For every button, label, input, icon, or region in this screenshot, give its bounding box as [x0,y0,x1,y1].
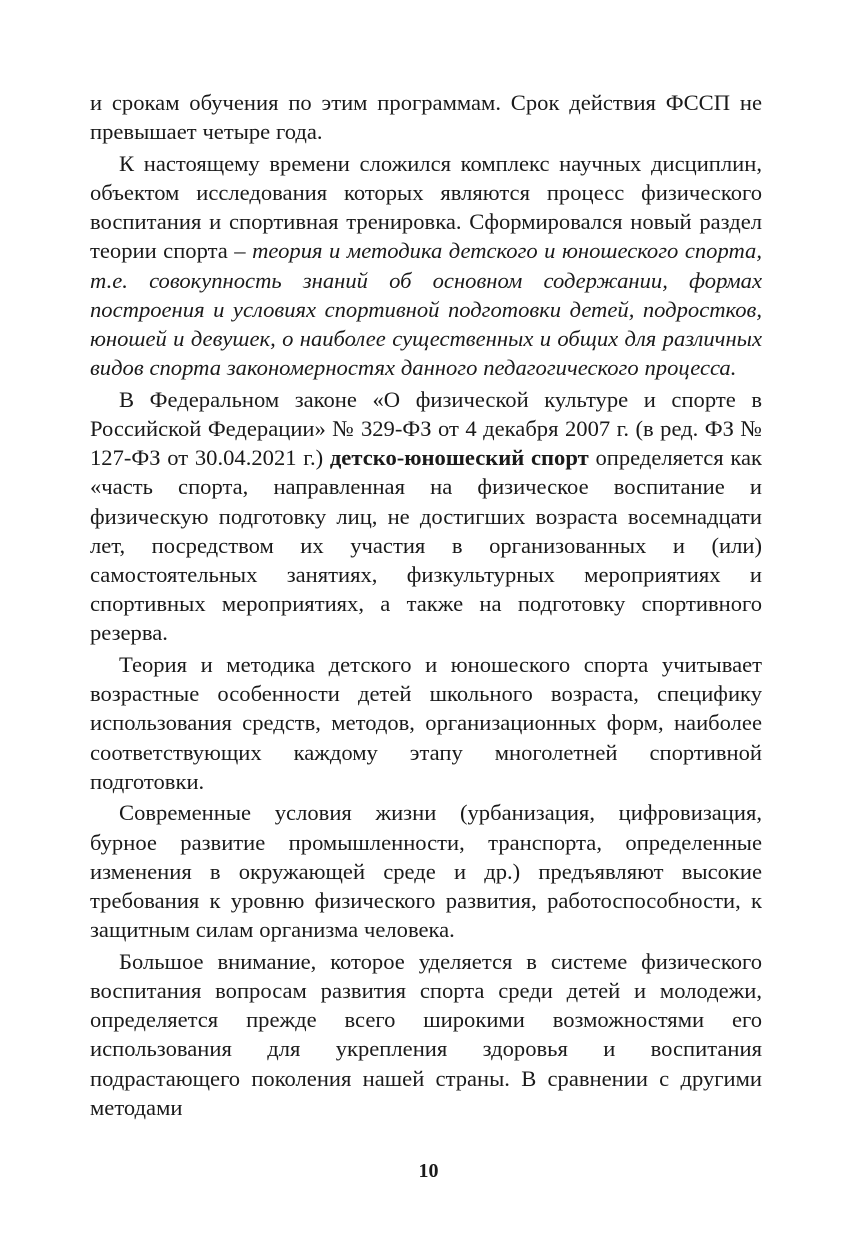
page-number: 10 [418,1160,439,1182]
italic-definition: теория и методика детского и юношеского спорта, т.е. совокупность знаний об основном содержании, формах построения и условиях спортивной подготовки детей, подростков, юношей и девушек, о наиболее существенных и общих для различных видов спорта закономерностях данного педагогического процесса. [90,238,762,381]
paragraph-text: Современные условия жизни (урбанизация, цифровизация, бурное развитие промышленности, транспорта, определенные изменения в окружающей среде и др.) предъявляют высокие требования к уровню физического развития, работоспособности, к защитным силам организма человека. [90,800,762,943]
paragraph-text: Теория и методика детского и юношеского спорта учитывает возрастные особенности детей школьного возраста, специфику использования средств, методов, организационных форм, наиболее соответствующих каждому этапу многолетней спортивной подготовки. [90,652,762,794]
paragraph-federal-law [90,385,762,648]
paragraph-attention [90,947,762,1122]
paragraph-methodology [90,650,762,796]
body-text [90,88,762,1124]
paragraph-continuation [90,88,762,146]
paragraph-text: определяется как «часть спорта, направленная на физическое воспитание и физическую подготовку лиц, не достигших возраста восемнадцати лет, посредством их участия в организованных и (или) самостоятельных занятиях, физкультурных мероприятиях и спортивных мероприятиях, а также на подготовку спортивного резерва. [90,445,762,646]
paragraph-text: К настоящему времени сложился комплекс научных дисциплин, объектом исследования которых являются процесс физического воспитания и спортивная тренировка. Сформировался новый раздел теории спорта – [90,150,762,264]
paragraph-modern-conditions [90,798,762,944]
paragraph-text: Большое внимание, которое уделяется в системе физического воспитания вопросам развития спорта среди детей и молодежи, определяется прежде всего широкими возможностями его использования для укрепления здоровья и воспитания подрастающего поколения нашей страны. В сравнении с другими методами [90,948,762,1120]
paragraph-theory-definition [90,149,762,383]
paragraph-text: и срокам обучения по этим программам. Срок действия ФССП не превышает четыре года. [90,90,762,145]
paragraph-text: В Федеральном законе «О физической культуре и спорте в Российской Федерации» № 329-ФЗ от 4 декабря 2007 г. (в ред. ФЗ № 127-ФЗ от 30.04.2021 г.) [90,386,762,471]
bold-term: детско-юношеский спорт [329,445,589,471]
